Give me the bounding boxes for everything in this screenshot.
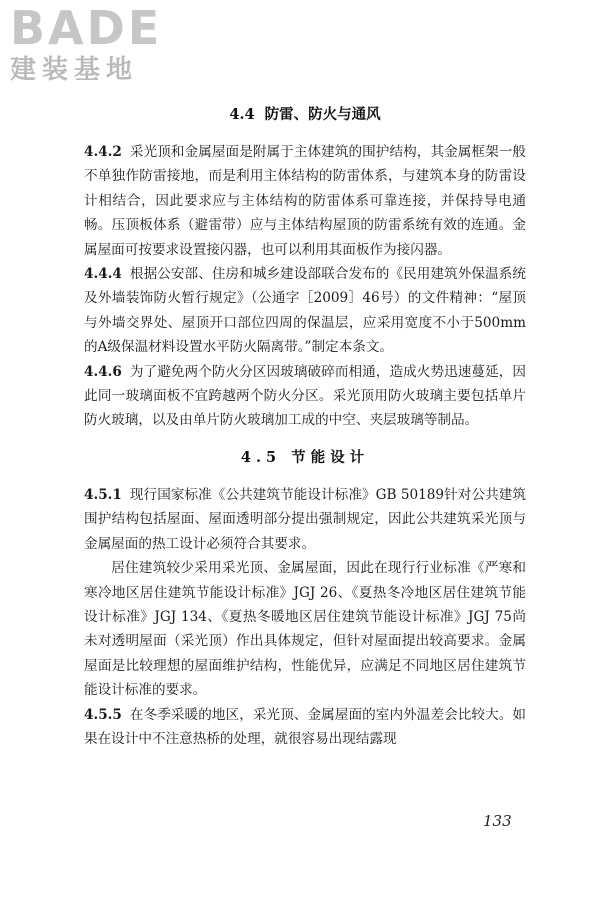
- page-body: [84, 100, 526, 751]
- section-heading-4-5: [84, 447, 526, 469]
- clause-text: 采光顶和金属屋面是附属于主体建筑的围护结构，其金属框架一般不单独作防雷接地，而是利用主体结构的防雷体系，与建筑本身的防雷设计相结合，因此要求应与主体结构的防雷体系可靠连接，并保持导电通畅。压顶板体系（避雷带）应与主体结构屋顶的防雷系统有效的连通。金属屋面可按要求设置接闪器，也可以利用其面板作为接闪器。: [84, 144, 526, 258]
- section-heading-4-4: [84, 104, 526, 126]
- logo-cjk-text: 建装基地: [10, 55, 139, 85]
- clause-4-5-1-continuation: 居住建筑较少采用采光顶、金属屋面，因此在现行行业标准《严寒和寒冷地区居住建筑节能设计标准》JGJ 26、《夏热冬冷地区居住建筑节能设计标准》JGJ 134、《夏热冬暖地区居住建筑节能设计标准》JGJ 75尚未对透明屋面（采光顶）作出具体规定，但针对屋面提出较高要求。金属屋面是比较理想的屋面维护结构，性能优异，应满足不同地区居住建筑节能设计标准的要求。: [84, 560, 526, 699]
- clause-number: 4.4.2: [84, 144, 122, 160]
- logo-latin-text: BADE: [10, 1, 163, 55]
- clause-number: 4.4.4: [84, 266, 122, 283]
- clause-number: 4.5.1: [84, 486, 122, 503]
- section-title: 节能设计: [291, 448, 370, 466]
- clause-text: 根据公安部、住房和城乡建设部联合发布的《民用建筑外保温系统及外墙装饰防火暂行规定》（公通字［2009］46号）的文件精神：“屋顶与外墙交界处、屋顶开口部位四周的保温层，应采用宽度不小于500mm的A级保温材料设置水平防火隔离带。”制定本条文。: [84, 266, 526, 356]
- clause-4-5-1: [84, 483, 526, 556]
- clause-text: 在冬季采暖的地区，采光顶、金属屋面的室内外温差会比较大。如果在设计中不注意热桥的处理，就很容易出现结露现: [84, 706, 526, 747]
- watermark-logo: [10, 1, 180, 92]
- section-number: 4.4: [229, 106, 255, 123]
- clause-4-5-5: [84, 703, 526, 752]
- clause-4-4-4: [84, 262, 526, 360]
- clause-4-4-2: [84, 140, 526, 262]
- clause-number: 4.4.6: [84, 363, 122, 380]
- clause-text: 为了避免两个防火分区因玻璃破碎而相通，造成火势迅速蔓延，因此同一玻璃面板不宜跨越两个防火分区。采光顶用防火玻璃主要包括单片防火玻璃，以及由单片防火玻璃加工成的中空、夹层玻璃等制品。: [84, 363, 526, 429]
- clause-4-4-6: [84, 360, 526, 433]
- section-number: 4.5: [240, 448, 282, 466]
- section-title: 防雷、防火与通风: [264, 106, 381, 123]
- clause-text: 现行国家标准《公共建筑节能设计标准》GB 50189针对公共建筑围护结构包括屋面、屋面透明部分提出强制规定，因此公共建筑采光顶与金属屋面的热工设计必须符合其要求。: [84, 486, 526, 552]
- page-number: 133: [483, 812, 512, 830]
- clause-number: 4.5.5: [84, 706, 122, 723]
